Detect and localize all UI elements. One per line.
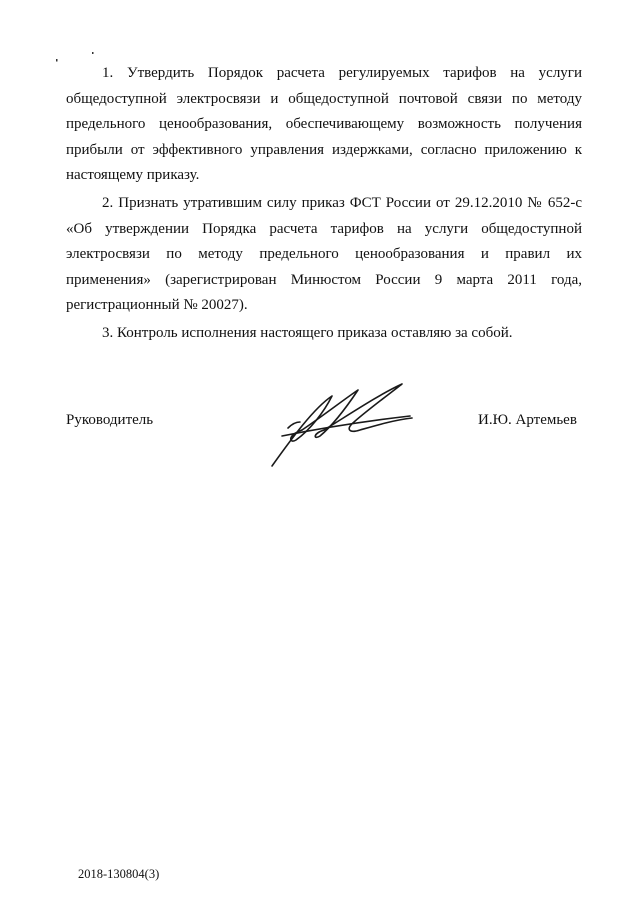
signer-name: И.Ю. Артемьев [478,412,577,428]
paragraph-control-execution: 3. Контроль исполнения настоящего приказа оставляю за собой. [102,325,513,341]
registration-code: 2018-130804(3) [78,867,160,881]
handwritten-signature-icon [262,378,420,470]
signer-position-title: Руководитель [66,412,154,428]
paragraph-approve-procedure: 1. Утвердить Порядок расчета регулируемых тарифов на услуги общедоступной электросвязи и общедоступной почтовой связи по методу предельного ценообразования, обеспечивающему возможность получения прибыли от эффективного управления издержками, согласно приложению к настоящему приказу. [66,65,582,183]
paragraph-revoke-order: 2. Признать утратившим силу приказ ФСТ России от 29.12.2010 № 652-с «Об утверждении Порядка расчета тарифов на услуги общедоступной электросвязи по методу предельного ценообразования и правил их применения» (зарегистрирован Минюстом России 9 марта 2011 года, регистрационный № 20027). [66,195,582,313]
